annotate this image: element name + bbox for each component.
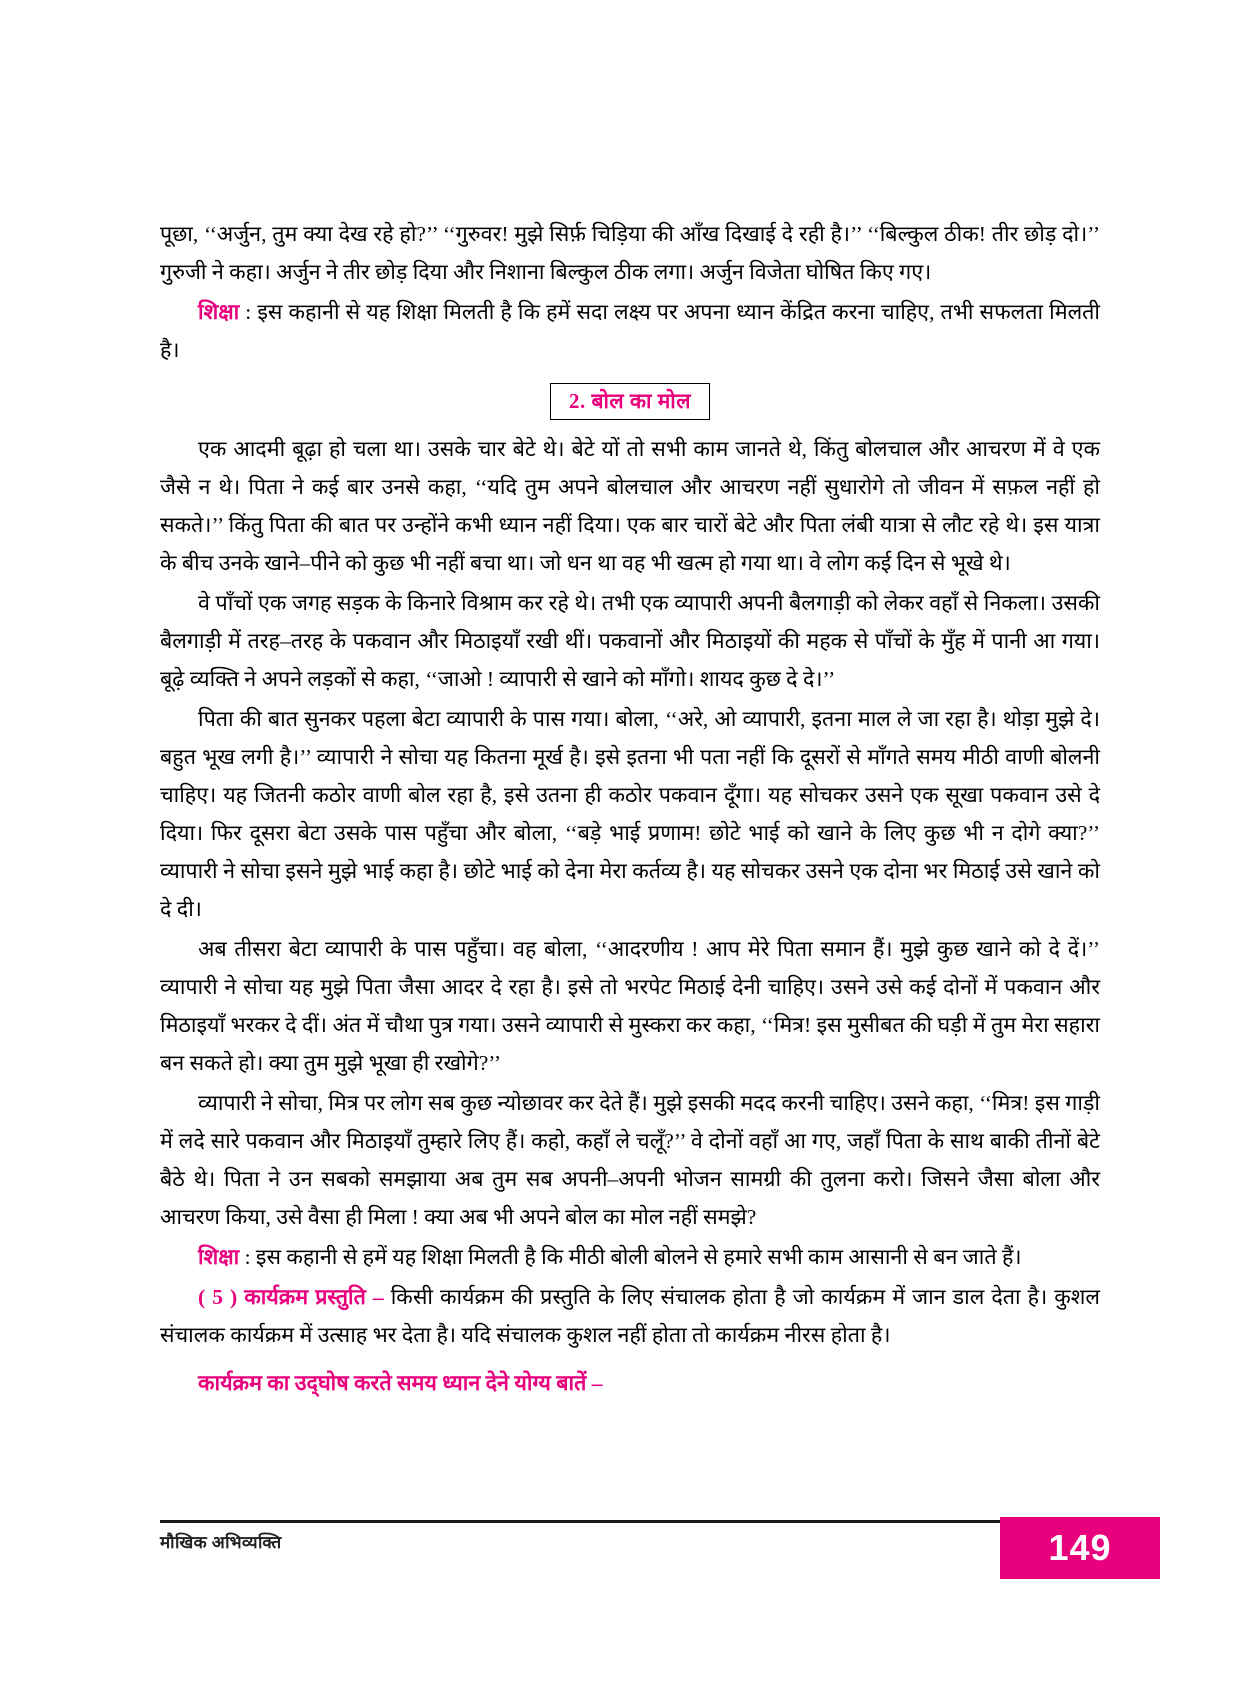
page-footer bbox=[0, 1462, 1260, 1692]
shiksha-1-paragraph bbox=[160, 293, 1100, 369]
shiksha-label-2: शिक्षा bbox=[198, 1245, 240, 1269]
story-paragraph-3: पिता की बात सुनकर पहला बेटा व्यापारी के पास गया। बोला, ‘‘अरे, ओ व्यापारी, इतना माल ले जा रहा है। थोड़ा मुझे दे। बहुत भूख लगी है।’’ व्यापारी ने सोचा यह कितना मूर्ख है। इसे इतना भी पता नहीं कि दूसरों से माँगते समय मीठी वाणी बोलनी चाहिए। यह जितनी कठोर वाणी बोल रहा है, इसे उतना ही कठोर पकवान दूँगा। यह सोचकर उसने एक सूखा पकवान उसे दे दिया। फिर दूसरा बेटा उसके पास पहुँचा और बोला, ‘‘बड़े भाई प्रणाम! छोटे भाई को खाने के लिए कुछ भी न दोगे क्या?’’ व्यापारी ने सोचा इसने मुझे भाई कहा है। छोटे भाई को देना मेरा कर्तव्य है। यह सोचकर उसने एक दोना भर मिठाई उसे खाने को दे दी। bbox=[160, 707, 1100, 921]
footer-divider bbox=[160, 1520, 1100, 1523]
sub-heading: कार्यक्रम का उद्‌घोष करते समय ध्यान देने योग्य बातें – bbox=[198, 1371, 603, 1395]
section-5-heading: ( 5 ) कार्यक्रम प्रस्तुति – bbox=[198, 1285, 384, 1309]
page-content bbox=[160, 215, 1100, 1402]
footer-chapter-label: मौखिक अभिव्यक्ति bbox=[160, 1533, 282, 1552]
paragraph-continuation: पूछा, ‘‘अर्जुन, तुम क्या देख रहे हो?’’ ‘‘गुरुवर! मुझे सिर्फ़ चिड़िया की आँख दिखाई दे रही है।’’ ‘‘बिल्कुल ठीक! तीर छोड़ दो।’’ गुरुजी ने कहा। अर्जुन ने तीर छोड़ दिया और निशाना बिल्कुल ठीक लगा। अर्जुन विजेता घोषित किए गए। bbox=[160, 222, 1100, 284]
story-paragraph-5: व्यापारी ने सोचा, मित्र पर लोग सब कुछ न्योछावर कर देते हैं। मुझे इसकी मदद करनी चाहिए। उसने कहा, ‘‘मित्र! इस गाड़ी में लदे सारे पकवान और मिठाइयाँ तुम्हारे लिए हैं। कहो, कहाँ ले चलूँ?’’ वे दोनों वहाँ आ गए, जहाँ पिता के साथ बाकी तीनों बेटे बैठे थे। पिता ने उन सबको समझाया अब तुम सब अपनी–अपनी भोजन सामग्री की तुलना करो। जिसने जैसा बोला और आचरण किया, उसे वैसा ही मिला ! क्या अब भी अपने बोल का मोल नहीं समझे? bbox=[160, 1091, 1100, 1229]
shiksha-2-text: : इस कहानी से हमें यह शिक्षा मिलती है कि मीठी बोली बोलने से हमारे सभी काम आसानी से बन जाते हैं। bbox=[239, 1245, 1022, 1269]
page-number-badge: 149 bbox=[1000, 1517, 1160, 1579]
story-paragraph-2: वे पाँचों एक जगह सड़क के किनारे विश्राम कर रहे थे। तभी एक व्यापारी अपनी बैलगाड़ी को लेकर वहाँ से निकला। उसकी बैलगाड़ी में तरह–तरह के पकवान और मिठाइयाँ रखी थीं। पकवानों और मिठाइयों की महक से पाँचों के मुँह में पानी आ गया। बूढ़े व्यक्ति ने अपने लड़कों से कहा, ‘‘जाओ ! व्यापारी से खाने को माँगो। शायद कुछ दे दे।’’ bbox=[160, 591, 1100, 691]
section-5-paragraph bbox=[160, 1278, 1100, 1354]
story-paragraph-1: एक आदमी बूढ़ा हो चला था। उसके चार बेटे थे। बेटे यों तो सभी काम जानते थे, किंतु बोलचाल और आचरण में वे एक जैसे न थे। पिता ने कई बार उनसे कहा, ‘‘यदि तुम अपने बोलचाल और आचरण नहीं सुधारोगे तो जीवन में सफ़ल नहीं हो सकते।’’ किंतु पिता की बात पर उन्होंने कभी ध्यान नहीं दिया। एक बार चारों बेटे और पिता लंबी यात्रा से लौट रहे थे। इस यात्रा के बीच उनके खाने–पीने को कुछ भी नहीं बचा था। जो धन था वह भी खत्म हो गया था। वे लोग कई दिन से भूखे थे। bbox=[160, 437, 1100, 575]
story-paragraph-4: अब तीसरा बेटा व्यापारी के पास पहुँचा। वह बोला, ‘‘आदरणीय ! आप मेरे पिता समान हैं। मुझे कुछ खाने को दे दें।’’ व्यापारी ने सोचा यह मुझे पिता जैसा आदर दे रहा है। इसे तो भरपेट मिठाई देनी चाहिए। उसने उसे कई दोनों में पकवान और मिठाइयाँ भरकर दे दीं। अंत में चौथा पुत्र गया। उसने व्यापारी से मुस्करा कर कहा, ‘‘मित्र! इस मुसीबत की घड़ी में तुम मेरा सहारा बन सकते हो। क्या तुम मुझे भूखा ही रखोगे?’’ bbox=[160, 937, 1100, 1075]
shiksha-1-text: : इस कहानी से यह शिक्षा मिलती है कि हमें सदा लक्ष्य पर अपना ध्यान केंद्रित करना चाहिए, तभी सफलता मिलती है। bbox=[160, 300, 1100, 362]
section-5-body: किसी कार्यक्रम की प्रस्तुति के लिए संचालक होता है जो कार्यक्रम में जान डाल देता है। कुशल संचालक कार्यक्रम में उत्साह भर देता है। यदि संचालक कुशल नहीं होता तो कार्यक्रम नीरस होता है। bbox=[160, 1285, 1100, 1347]
lesson-title-container bbox=[160, 383, 1100, 420]
shiksha-label: शिक्षा bbox=[198, 300, 240, 324]
shiksha-2-paragraph bbox=[160, 1238, 1100, 1276]
lesson-title: 2. बोल का मोल bbox=[550, 383, 710, 420]
